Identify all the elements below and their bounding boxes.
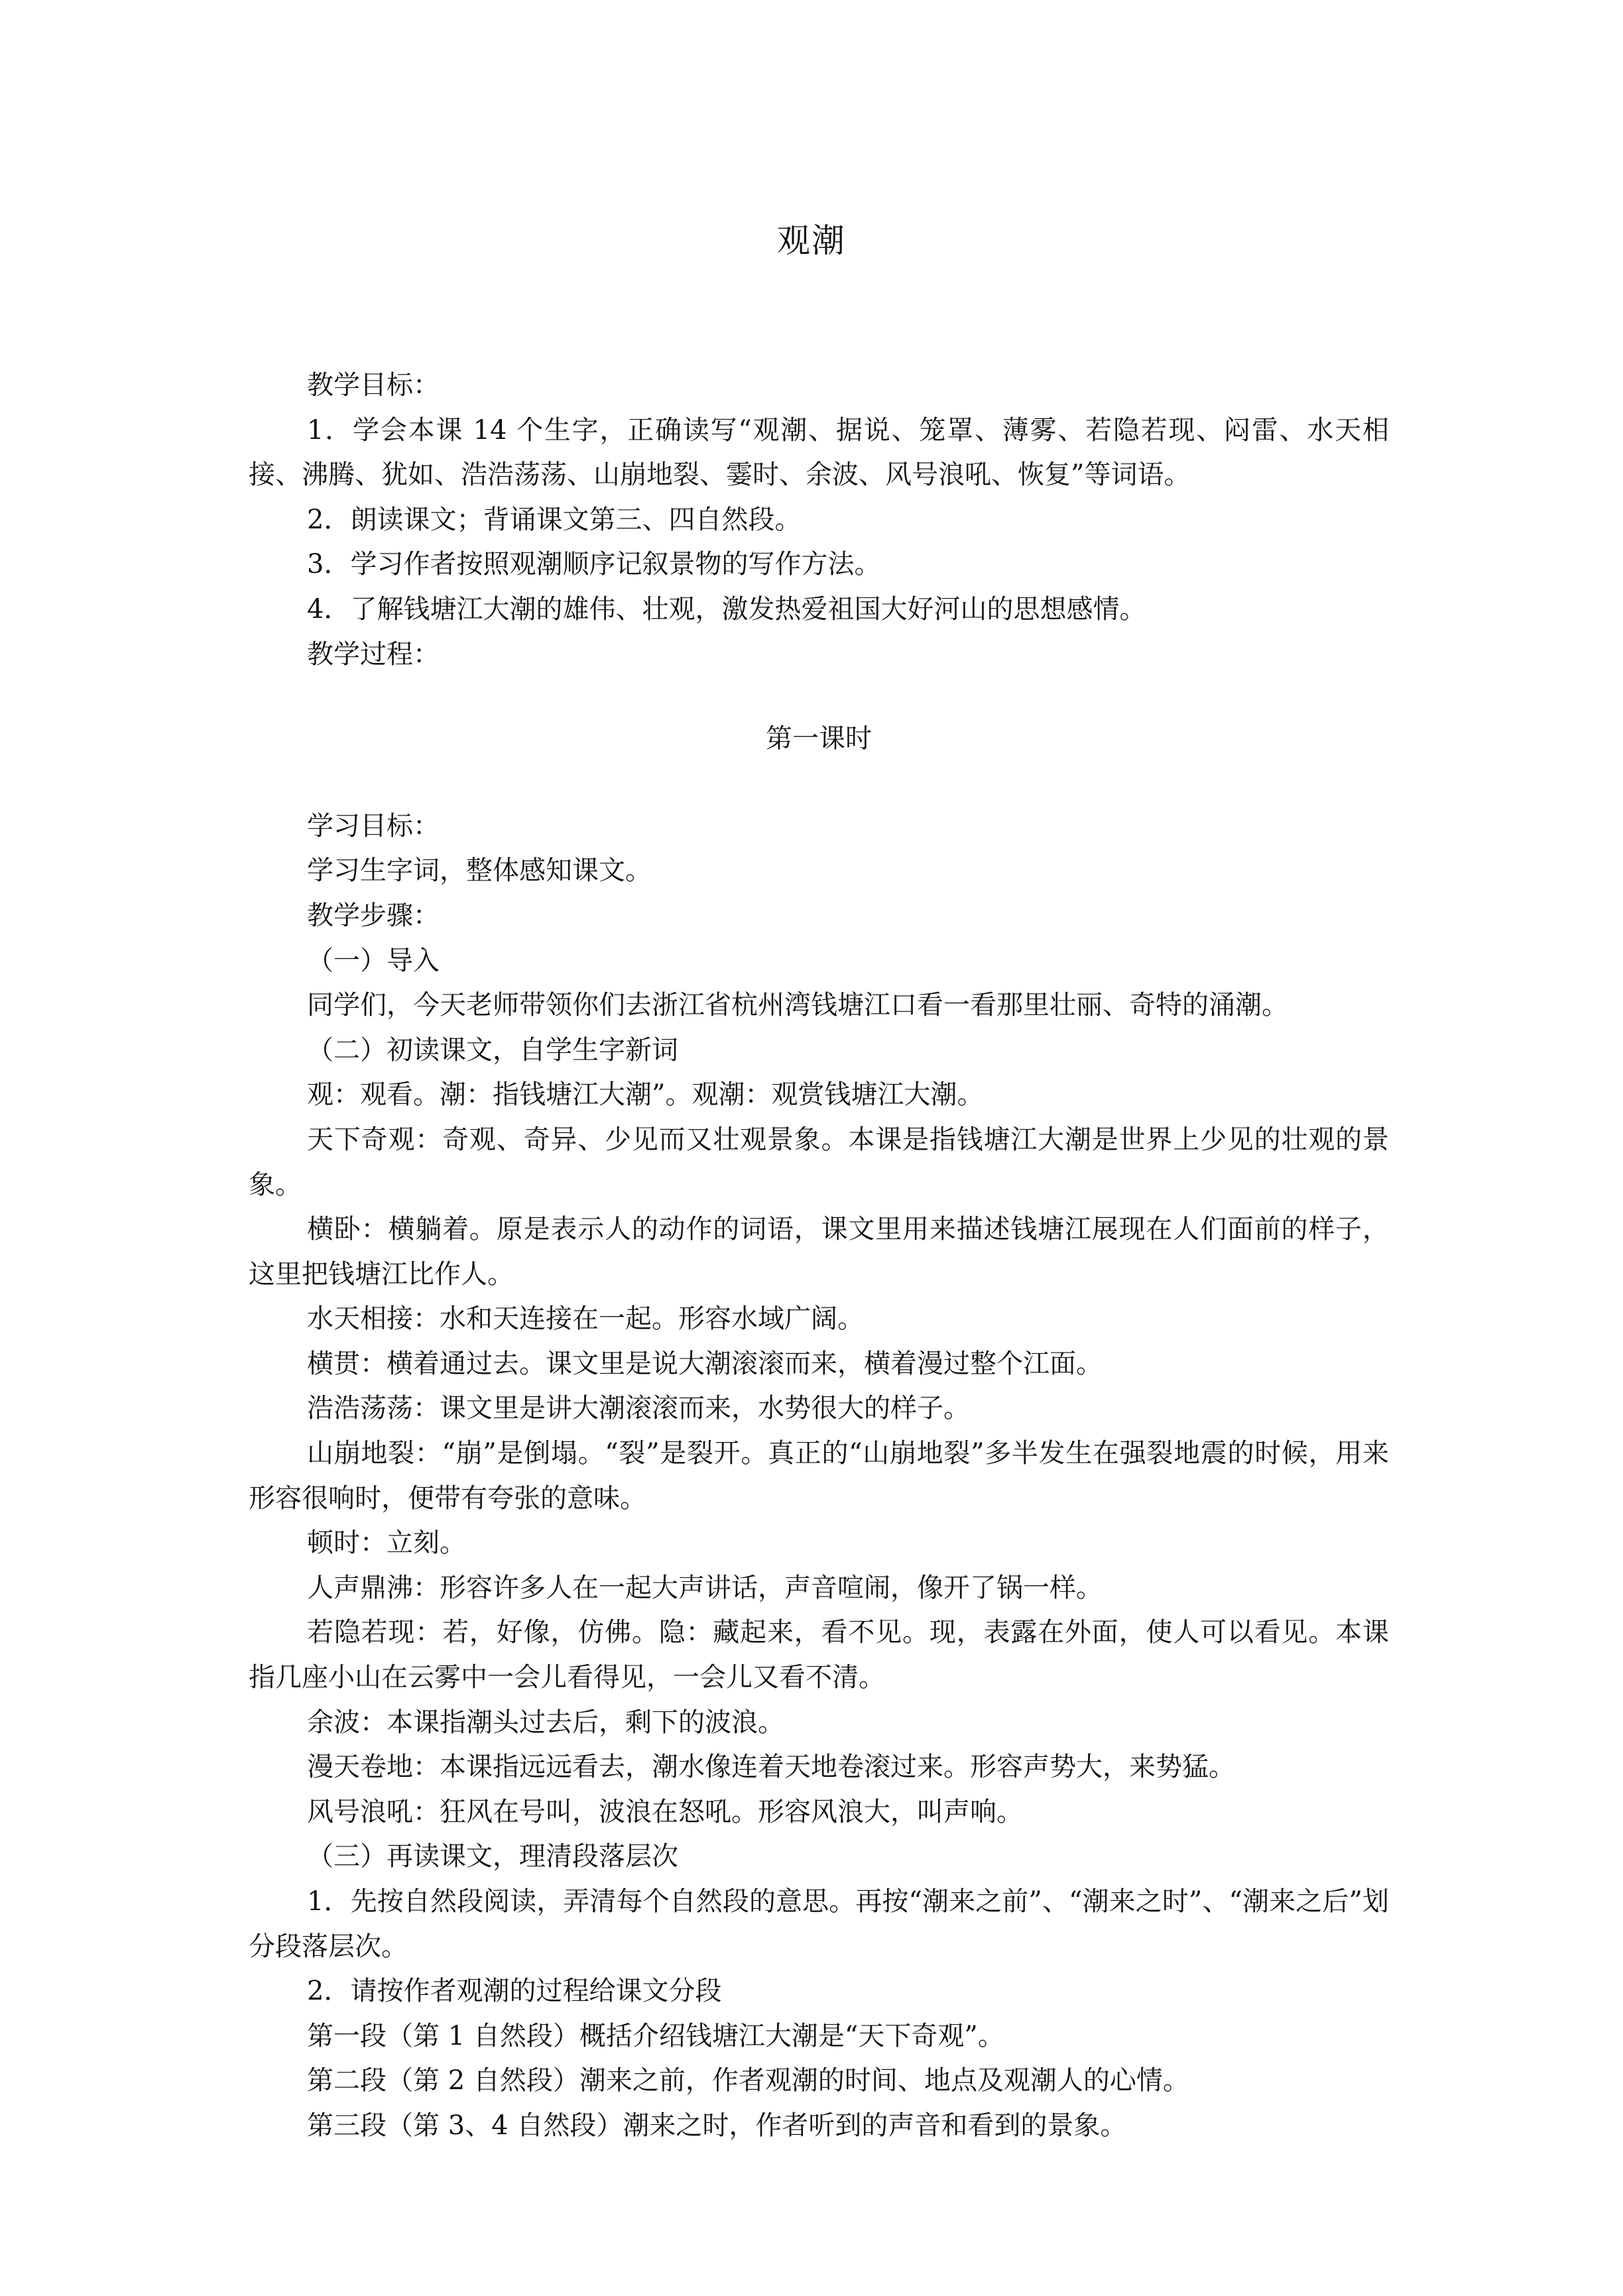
steps-heading: 教学步骤： (307, 900, 440, 931)
vocab-item: 天下奇观：奇观、奇异、少见而又壮观景象。本课是指钱塘江大潮是世界上少见的壮观的景象。 (249, 1124, 1389, 1200)
step3-item: 第三段（第 3、4 自然段）潮来之时，作者听到的声音和看到的景象。 (307, 2110, 1127, 2141)
vocab-item: 横贯：横着通过去。课文里是说大潮滚滚而来，横着漫过整个江面。 (307, 1348, 1103, 1379)
step1-text: 同学们，今天老师带领你们去浙江省杭州湾钱塘江口看一看那里壮丽、奇特的涌潮。 (307, 990, 1288, 1021)
study-goal-heading: 学习目标： (307, 810, 440, 841)
goal-item: 2．朗读课文；背诵课文第三、四自然段。 (307, 504, 802, 535)
vocab-item: 顿时：立刻。 (307, 1528, 466, 1559)
goal-item: 1．学会本课 14 个生字，正确读写“观潮、据说、笼罩、薄雾、若隐若现、闷雷、水天相接、沸腾、犹如、浩浩荡荡、山崩地裂、霎时、余波、风号浪吼、恢复”等词语。 (249, 414, 1389, 491)
vocab-item: 水天相接：水和天连接在一起。形容水域广阔。 (307, 1303, 864, 1335)
step3-item: 第二段（第 2 自然段）潮来之前，作者观潮的时间、地点及观潮人的心情。 (307, 2065, 1189, 2096)
document-body (249, 363, 1389, 2149)
goals-heading: 教学目标： (307, 370, 440, 400)
process-heading: 教学过程： (307, 638, 440, 670)
vocab-item: 观：观看。潮：指钱塘江大潮”。观潮：观赏钱塘江大潮。 (307, 1079, 984, 1111)
step1-heading: （一）导入 (307, 945, 440, 976)
vocab-item: 人声鼎沸：形容许多人在一起大声讲话，声音喧闹，像开了锅一样。 (307, 1572, 1103, 1603)
vocab-item: 山崩地裂：“崩”是倒塌。“裂”是裂开。真正的“山崩地裂”多半发生在强裂地震的时候，用来形容很响时，便带有夸张的意味。 (249, 1438, 1389, 1514)
lesson-title: 第一课时 (766, 723, 872, 755)
goal-item: 4．了解钱塘江大潮的雄伟、壮观，激发热爱祖国大好河山的思想感情。 (307, 593, 1146, 625)
vocab-item: 余波：本课指潮头过去后，剩下的波浪。 (307, 1707, 784, 1738)
vocab-item: 漫天卷地：本课指远远看去，潮水像连着天地卷滚过来。形容声势大，来势猛。 (307, 1752, 1235, 1783)
step3-item: 第一段（第 1 自然段）概括介绍钱塘江大潮是“天下奇观”。 (307, 2020, 1004, 2051)
study-goal-text: 学习生字词，整体感知课文。 (307, 855, 652, 886)
vocab-item: 若隐若现：若，好像，仿佛。隐：藏起来，看不见。现，表露在外面，使人可以看见。本课指几座小山在云雾中一会儿看得见，一会儿又看不清。 (249, 1617, 1389, 1693)
vocab-item: 浩浩荡荡：课文里是讲大潮滚滚而来，水势很大的样子。 (307, 1393, 970, 1424)
step3-item: 2．请按作者观潮的过程给课文分段 (307, 1976, 722, 2007)
vocab-item: 横卧：横躺着。原是表示人的动作的词语，课文里用来描述钱塘江展现在人们面前的样子，这里把钱塘江比作人。 (249, 1214, 1389, 1290)
step2-heading: （二）初读课文，自学生字新词 (307, 1034, 678, 1065)
document-title: 观潮 (777, 221, 846, 260)
goal-item: 3．学习作者按照观潮顺序记叙景物的写作方法。 (307, 549, 881, 580)
step3-item: 1．先按自然段阅读，弄清每个自然段的意思。再按“潮来之前”、“潮来之时”、“潮来之后”划分段落层次。 (249, 1886, 1389, 1962)
vocab-item: 风号浪吼：狂风在号叫，波浪在怒吼。形容风浪大，叫声响。 (307, 1796, 1023, 1827)
step3-heading: （三）再读课文，理清段落层次 (307, 1841, 678, 1872)
